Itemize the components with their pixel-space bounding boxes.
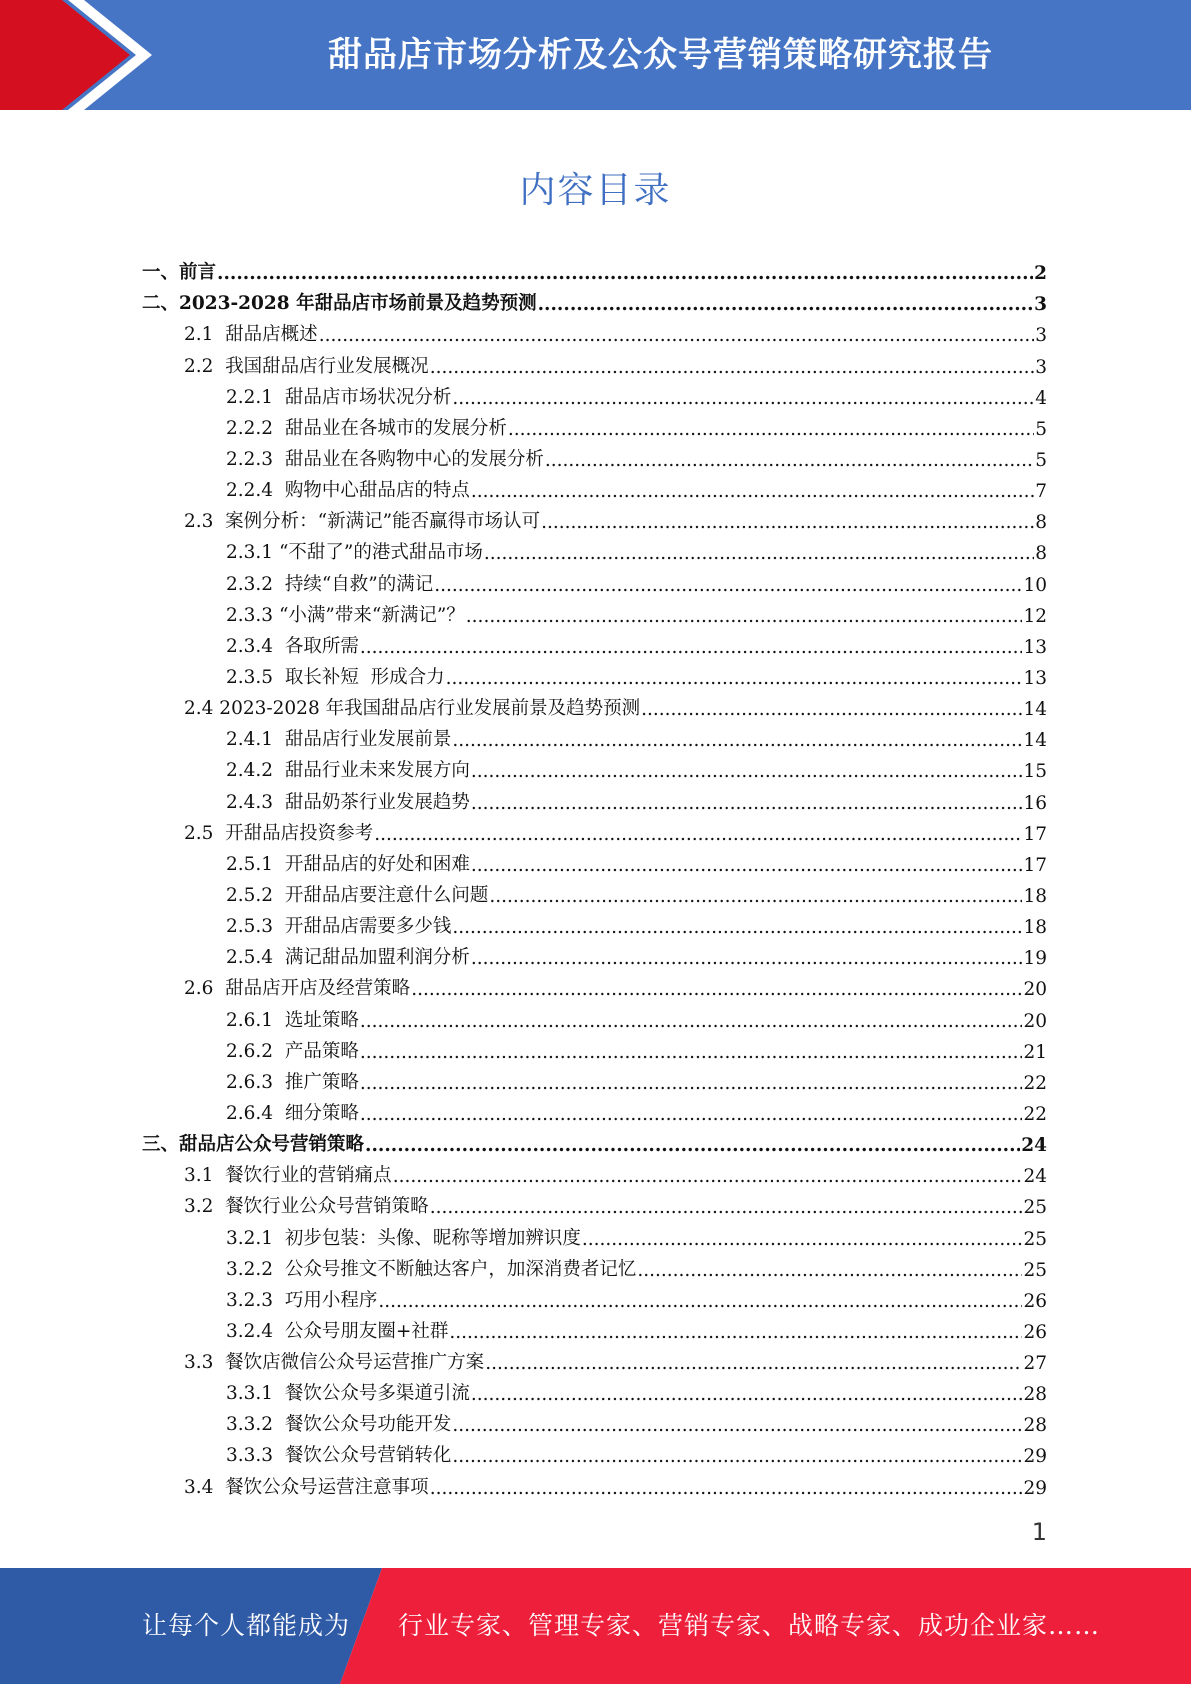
toc-entry-label: 2.6.1 选址策略 [226,1009,359,1031]
toc-entry[interactable] [142,409,1047,440]
toc-entry-label: 2.2 我国甜品店行业发展概况 [184,355,429,377]
toc-entry-label: 2.4 2023-2028 年我国甜品店行业发展前景及趋势预测 [184,698,641,720]
header-banner [0,0,1191,110]
toc-entry-label: 2.5 开甜品店投资参考 [184,822,374,844]
toc-entry-label: 3.1 餐饮行业的营销痛点 [184,1165,392,1187]
toc-entry-page: 13 [1023,667,1047,689]
toc-dot-leader [449,1322,1022,1343]
toc-entry-label: 2.5.1 开甜品店的好处和困难 [226,853,470,875]
toc-entry[interactable] [142,533,1047,564]
toc-dot-leader [430,1478,1023,1499]
toc-dot-leader [360,1104,1023,1125]
toc-entry-page: 24 [1021,1135,1047,1157]
toc-entry[interactable] [142,814,1047,845]
toc-dot-leader [393,1166,1023,1187]
toc-dot-leader [541,512,1034,533]
toc-entry[interactable] [142,1281,1047,1312]
toc-entry[interactable] [142,1343,1047,1374]
toc-entry-page: 12 [1023,605,1047,627]
chevron-arrow-icon [0,0,160,110]
toc-entry[interactable] [142,502,1047,533]
toc-dot-leader [471,481,1034,502]
toc-entry[interactable] [142,1063,1047,1094]
toc-entry[interactable] [142,315,1047,346]
toc-entry[interactable] [142,564,1047,595]
toc-dot-leader [508,419,1034,440]
toc-dot-leader [641,699,1022,720]
toc-dot-leader [360,1042,1023,1063]
toc-entry[interactable] [142,876,1047,907]
toc-dot-leader [582,1229,1023,1250]
toc-entry-label: 2.6.3 推广策略 [226,1071,359,1093]
toc-dot-leader [484,543,1034,564]
toc-entry-page: 7 [1035,481,1047,503]
toc-entry-label: 2.3.5 取长补短 形成合力 [226,666,445,688]
toc-entry-label: 3.2.3 巧用小程序 [226,1289,378,1311]
toc-dot-leader [452,1415,1022,1436]
toc-entry[interactable] [142,658,1047,689]
toc-entry-page: 27 [1023,1353,1047,1375]
toc-entry-label: 2.2.3 甜品业在各购物中心的发展分析 [226,448,544,470]
toc-dot-leader [452,730,1022,751]
toc-entry-label: 2.5.4 满记甜品加盟利润分析 [226,947,470,969]
toc-entry-page: 2 [1034,263,1047,285]
toc-entry-label: 2.2.1 甜品店市场状况分析 [226,386,452,408]
toc-entry[interactable] [142,938,1047,969]
toc-entry-page: 3 [1035,356,1047,378]
toc-entry[interactable] [142,1218,1047,1249]
toc-entry[interactable] [142,627,1047,658]
toc-entry[interactable] [142,907,1047,938]
toc-dot-leader [319,325,1035,346]
toc-dot-leader [374,824,1022,845]
toc-entry-page: 10 [1023,574,1047,596]
toc-dot-leader [471,761,1023,782]
toc-dot-leader [471,855,1023,876]
toc-entry-label: 2.4.3 甜品奶茶行业发展趋势 [226,791,470,813]
toc-entry-page: 18 [1023,917,1047,939]
toc-entry[interactable] [142,596,1047,627]
toc-entry-page: 20 [1023,1010,1047,1032]
toc-entry-label: 2.3 案例分析：“新满记”能否赢得市场认可 [184,511,541,533]
toc-entry-label: 2.2.2 甜品业在各城市的发展分析 [226,417,507,439]
toc-entry-label: 2.4.1 甜品店行业发展前景 [226,729,452,751]
toc-entry[interactable] [142,1467,1047,1498]
toc-entry-page: 5 [1035,418,1047,440]
toc-entry-label: 3.4 餐饮公众号运营注意事项 [184,1476,429,1498]
toc-dot-leader [365,1135,1020,1156]
toc-entry-page: 25 [1023,1197,1047,1219]
toc-entry-page: 8 [1035,512,1047,534]
toc-heading: 内容目录 [519,170,672,211]
toc-dot-leader [411,979,1022,1000]
toc-entry-page: 26 [1023,1290,1047,1312]
toc-entry-page: 3 [1035,325,1047,347]
toc-entry-page: 21 [1023,1041,1047,1063]
toc-entry[interactable] [142,1405,1047,1436]
toc-dot-leader [489,886,1022,907]
toc-entry-label: 3.3.3 餐饮公众号营销转化 [226,1445,452,1467]
toc-entry[interactable] [142,284,1047,315]
toc-entry-label: 2.5.3 开甜品店需要多少钱 [226,916,452,938]
toc-entry[interactable] [142,440,1047,471]
toc-entry-label: 3.2.1 初步包装：头像、昵称等增加辨识度 [226,1227,581,1249]
toc-entry-page: 28 [1023,1384,1047,1406]
toc-entry-page: 22 [1023,1103,1047,1125]
toc-entry-page: 28 [1023,1415,1047,1437]
toc-entry[interactable] [142,1156,1047,1187]
toc-entry-page: 3 [1034,294,1047,316]
toc-entry-page: 14 [1023,730,1047,752]
toc-entry-page: 13 [1023,636,1047,658]
toc-dot-leader [452,388,1034,409]
toc-entry-page: 18 [1023,885,1047,907]
toc-dot-leader [471,948,1023,969]
toc-entry[interactable] [142,1125,1047,1156]
toc-dot-leader [360,637,1023,658]
toc-entry[interactable] [142,471,1047,502]
toc-entry-page: 24 [1023,1166,1047,1188]
toc-dot-leader [217,263,1033,284]
toc-dot-leader [545,450,1034,471]
toc-entry[interactable] [142,1436,1047,1467]
toc-entry-page: 22 [1023,1072,1047,1094]
toc-entry-page: 8 [1035,543,1047,565]
toc-entry[interactable] [142,720,1047,751]
toc-entry[interactable] [142,346,1047,377]
toc-entry[interactable] [142,1187,1047,1218]
toc-entry-page: 20 [1023,979,1047,1001]
toc-entry-page: 29 [1023,1477,1047,1499]
toc-entry-page: 25 [1023,1228,1047,1250]
toc-dot-leader [430,1197,1023,1218]
toc-dot-leader [360,1011,1023,1032]
toc-dot-leader [378,1291,1022,1312]
toc-entry-page: 15 [1023,761,1047,783]
toc-dot-leader [430,357,1035,378]
toc-dot-leader [485,1353,1022,1374]
toc-entry-page: 17 [1023,823,1047,845]
toc-entry-page: 25 [1023,1259,1047,1281]
toc-dot-leader [471,1384,1023,1405]
toc-entry-label: 2.3.4 各取所需 [226,635,359,657]
toc-entry-label: 2.3.3 “小满”带来“新满记”？ [226,604,465,626]
toc-entry-label: 3.2.2 公众号推文不断触达客户，加深消费者记忆 [226,1258,637,1280]
toc-entry-page: 4 [1035,387,1047,409]
toc-entry-label: 一、前言 [142,262,217,284]
toc-dot-leader [434,575,1022,596]
toc-dot-leader [466,606,1023,627]
toc-entry[interactable] [142,378,1047,409]
footer-slogan-left: 让每个人都能成为 [142,1611,351,1640]
toc-entry-label: 2.3.2 持续“自救”的满记 [226,573,434,595]
toc-entry-label: 2.6 甜品店开店及经营策略 [184,978,411,1000]
toc-entry-label: 2.2.4 购物中心甜品店的特点 [226,480,470,502]
toc-dot-leader [446,668,1023,689]
toc-entry-label: 3.2.4 公众号朋友圈+社群 [226,1320,449,1342]
table-of-contents [142,253,1047,1499]
toc-entry-label: 2.4.2 甜品行业未来发展方向 [226,760,470,782]
toc-entry[interactable] [142,1312,1047,1343]
footer-slogan-right: 行业专家、管理专家、营销专家、战略专家、成功企业家…… [398,1611,1101,1640]
toc-entry-page: 5 [1035,449,1047,471]
toc-entry[interactable] [142,689,1047,720]
toc-entry[interactable] [142,1000,1047,1031]
toc-entry[interactable] [142,1250,1047,1281]
toc-entry-label: 2.1 甜品店概述 [184,324,318,346]
toc-entry[interactable] [142,253,1047,284]
toc-entry[interactable] [142,969,1047,1000]
toc-entry-label: 2.6.2 产品策略 [226,1040,359,1062]
toc-entry-label: 3.3.2 餐饮公众号功能开发 [226,1414,452,1436]
toc-entry-label: 3.3.1 餐饮公众号多渠道引流 [226,1383,470,1405]
toc-entry-label: 2.6.4 细分策略 [226,1102,359,1124]
toc-dot-leader [471,793,1023,814]
report-title: 甜品店市场分析及公众号营销策略研究报告 [328,35,993,75]
toc-entry-page: 26 [1023,1321,1047,1343]
toc-entry[interactable] [142,751,1047,782]
toc-entry-page: 17 [1023,854,1047,876]
toc-entry[interactable] [142,782,1047,813]
footer-banner [0,1568,1191,1684]
toc-entry-label: 3.2 餐饮行业公众号营销策略 [184,1196,429,1218]
toc-dot-leader [452,917,1022,938]
toc-dot-leader [538,294,1034,315]
toc-entry-page: 16 [1023,792,1047,814]
toc-entry-label: 二、2023-2028 年甜品店市场前景及趋势预测 [142,293,537,315]
toc-entry-page: 29 [1023,1446,1047,1468]
toc-entry-page: 14 [1023,699,1047,721]
toc-entry[interactable] [142,1094,1047,1125]
toc-dot-leader [637,1260,1022,1281]
toc-entry-page: 19 [1023,948,1047,970]
toc-entry[interactable] [142,845,1047,876]
toc-entry[interactable] [142,1032,1047,1063]
toc-dot-leader [452,1446,1022,1467]
toc-entry-label: 2.5.2 开甜品店要注意什么问题 [226,884,489,906]
toc-entry-label: 2.3.1 “不甜了”的港式甜品市场 [226,542,483,564]
page-number: 1 [1031,1518,1047,1546]
toc-dot-leader [360,1073,1023,1094]
toc-entry-label: 3.3 餐饮店微信公众号运营推广方案 [184,1352,485,1374]
toc-entry[interactable] [142,1374,1047,1405]
toc-entry-label: 三、甜品店公众号营销策略 [142,1134,365,1156]
